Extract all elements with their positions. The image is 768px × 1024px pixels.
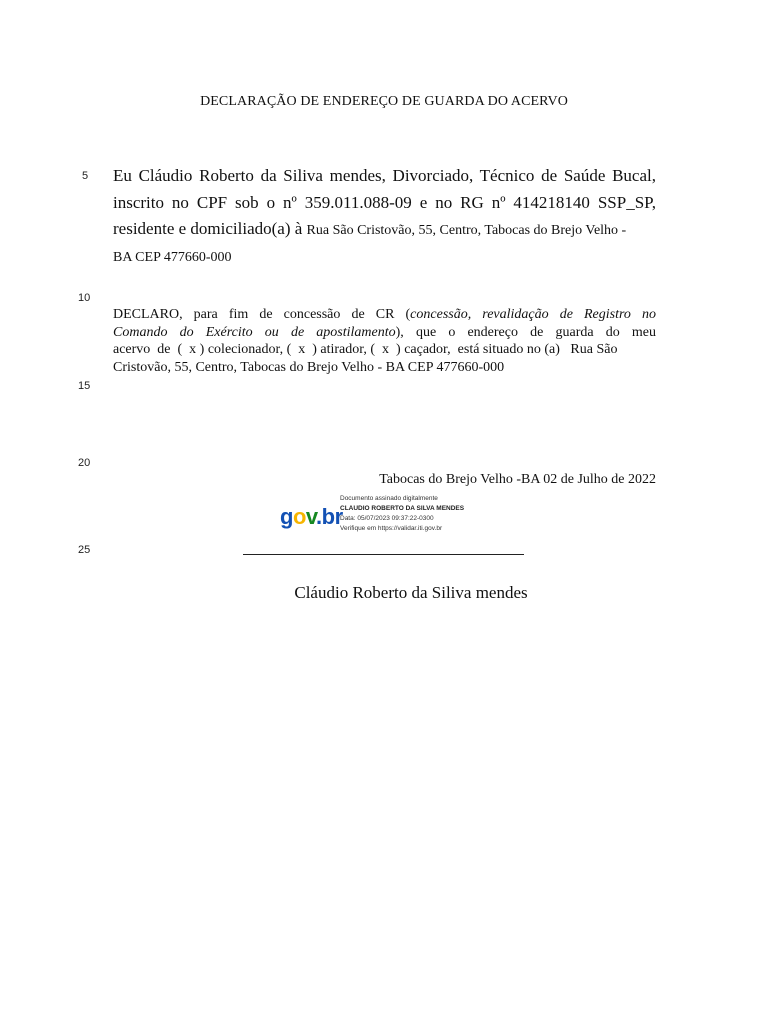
signature-line bbox=[243, 554, 524, 555]
logo-letter-o: o bbox=[292, 504, 306, 529]
signature-details bbox=[340, 494, 464, 534]
declaration-line-1 bbox=[113, 306, 656, 324]
intro-paragraph bbox=[113, 163, 656, 271]
intro-line-2: inscrito no CPF sob o nº 359.011.088-09 e no RG nº 414218140 SSP_SP, bbox=[113, 192, 656, 212]
intro-line-3-start: residente e domiciliado(a) à bbox=[113, 219, 303, 238]
document-title: DECLARAÇÃO DE ENDEREÇO DE GUARDA DO ACERVO bbox=[200, 94, 568, 109]
intro-line-3 bbox=[113, 216, 656, 245]
line-number-10: 10 bbox=[78, 292, 91, 304]
logo-letter-v: v bbox=[305, 504, 317, 529]
logo-dot: . bbox=[316, 504, 322, 529]
declaration-start: DECLARO, para fim de concessão de CR ( bbox=[113, 307, 411, 322]
signer-name: Cláudio Roberto da Siliva mendes bbox=[294, 583, 528, 602]
signature-signer: CLAUDIO ROBERTO DA SILVA MENDES bbox=[340, 505, 465, 512]
declaration-paragraph bbox=[113, 306, 656, 376]
signature-verify-link: Verifique em https://validar.iti.gov.br bbox=[340, 525, 443, 532]
line-number-15: 15 bbox=[78, 380, 91, 392]
digital-signature-stamp bbox=[280, 492, 500, 538]
line-number-25: 25 bbox=[78, 544, 91, 556]
declaration-italic-1: concessão, revalidação de Registro no bbox=[410, 307, 656, 322]
logo-br: br bbox=[321, 504, 343, 529]
declaration-line-3: acervo de ( x ) colecionador, ( x ) atirador, ( x ) caçador, está situado no (a) Rua São bbox=[113, 342, 618, 357]
intro-line-4: BA CEP 477660-000 bbox=[113, 249, 232, 265]
signature-date: Data: 05/07/2023 09:37:22-0300 bbox=[340, 515, 434, 522]
place-and-date: Tabocas do Brejo Velho -BA 02 de Julho de 2022 bbox=[379, 472, 656, 487]
intro-address: Rua São Cristovão, 55, Centro, Tabocas do Brejo Velho - bbox=[306, 223, 627, 238]
signature-label: Documento assinado digitalmente bbox=[340, 495, 438, 502]
declaration-line-2 bbox=[113, 324, 656, 342]
intro-line-1: Eu Cláudio Roberto da Siliva mendes, Divorciado, Técnico de Saúde Bucal, bbox=[113, 166, 656, 185]
line-number-20: 20 bbox=[78, 457, 91, 469]
declaration-italic-2: Comando do Exército ou de apostilamento bbox=[113, 324, 396, 340]
govbr-logo bbox=[280, 504, 343, 530]
declaration-continuation: ), que o endereço de guarda do meu bbox=[395, 324, 656, 340]
declaration-line-4: Cristovão, 55, Centro, Tabocas do Brejo Velho - BA CEP 477660-000 bbox=[113, 359, 505, 375]
logo-letter-g: g bbox=[280, 504, 293, 529]
line-number-5: 5 bbox=[82, 170, 89, 182]
